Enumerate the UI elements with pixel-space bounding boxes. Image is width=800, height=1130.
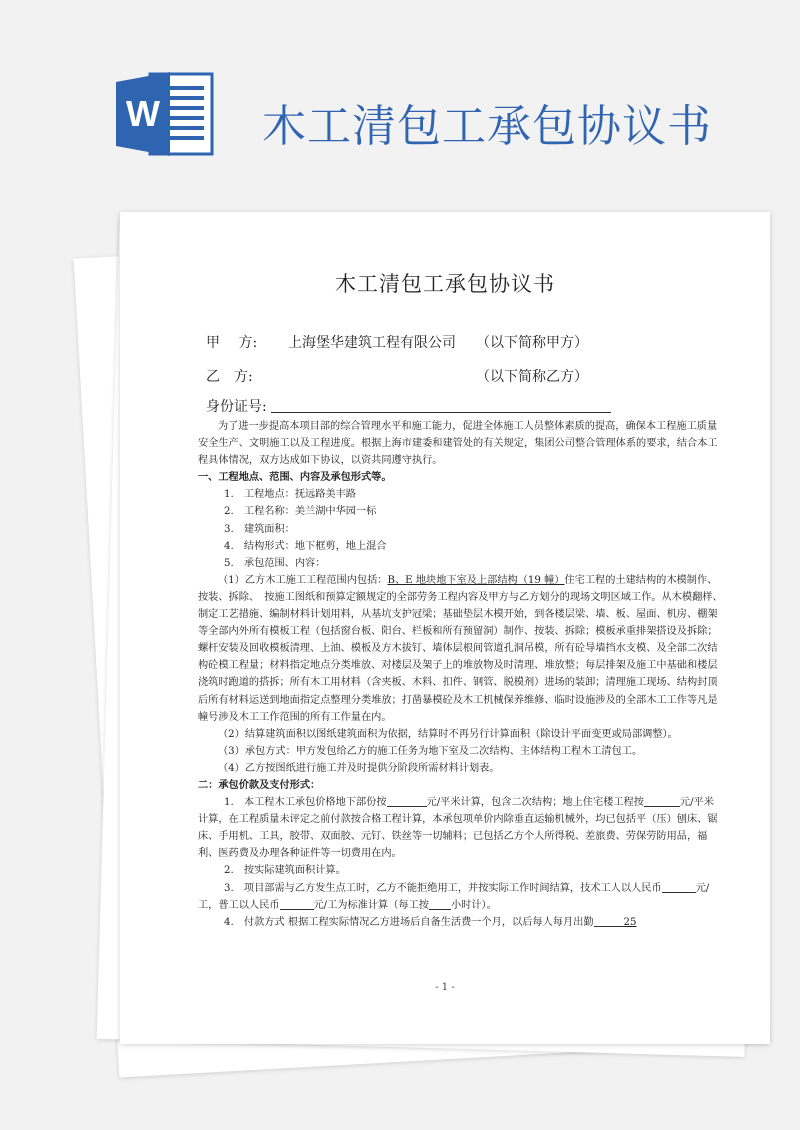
- labor-text: 元/工为标准计算（每工按: [313, 899, 429, 911]
- id-number-blank: [271, 412, 611, 413]
- list-item: 2. 按实际建筑面积计算。: [224, 865, 346, 877]
- word-icon-letter: W: [126, 93, 160, 134]
- labor-paragraph: [198, 880, 724, 914]
- banner-title: 木工清包工承包协议书: [262, 101, 712, 152]
- intro-paragraph: 为了进一步提高本项目部的综合管理水平和施工能力，促进全体施工人员整体素质的提高，确保本工程施工质量安全生产、文明施工以及工程进度。根据上海市建委和建管处的有关规定，集团公司整合管理体系的要求，结合本工程具体情况，双方达成如下协议，以资共同遵守执行。: [198, 421, 718, 467]
- scope-text: （1）乙方木工施工工程范围内包括：: [218, 574, 388, 586]
- labor-text: 3. 项目部需与乙方发生点工时，乙方不能拒绝用工，并按实际工作时间结算，技术工人以人民币: [224, 882, 662, 894]
- party-b-label: 乙 方:: [206, 369, 253, 385]
- list-item: 1. 工程地点：抚远路美丰路: [224, 489, 356, 501]
- payment-days: 25: [623, 916, 637, 928]
- word-document-icon: [112, 68, 218, 160]
- list-item: 4. 结构形式：地下框剪，地上混合: [224, 540, 387, 552]
- payment-paragraph: [198, 914, 724, 931]
- contract-mode-paragraph: （3）承包方式：甲方发包给乙方的施工任务为地下室及二次结构、主体结构工程木工清包工。: [218, 745, 643, 757]
- scope-text: 住宅工程的土建结构的木模制作、按装、拆除、 按施工图纸和预算定额规定的全部劳务工程内容及甲方与乙方划分的现场文明区域工作。从木模翻样、制定工艺措施、编制材料计划用料，从基坑支护冠梁；基础垫层木模开始，到各楼层梁、墙、板、屋面、机房、棚架等全部内外所有模板工程（包括窗台板、阳台、栏板和所有预留洞）制作、按装、拆除；模板承重排架搭设及拆除；螺杆安装及回收模板清理、上油、模板及方木拔钉、墙体层根间管道孔洞吊模，所有砼导墙挡水支模、及全部二次结构砼模工程量；材料指定地点分类堆放、对楼层及架子上的堆放物及时清理、堆放整；每层排架及施工中基础和楼层浇筑时跑道的搭拆；所有木工用材料（含夹板、木料、扣件、钢管、脱模剂）进场的装卸；清理施工现场、结构封顶后所有材料运送到地面指定点整理分类堆放；打凿暴模砼及木工机械保养维修、临时设施涉及的全部木工工作等凡是幢号涉及木工工作范围的所有工作量在内。: [198, 574, 723, 723]
- list-item: 5. 承包范围、内容：: [224, 557, 326, 569]
- document-page: [120, 212, 770, 1044]
- party-b-line: [206, 366, 588, 386]
- blank-field: [662, 881, 696, 893]
- id-number-line: [206, 396, 611, 416]
- price-text: 1. 本工程木工承包价格地下部份按: [224, 797, 387, 809]
- price-paragraph: [198, 794, 724, 862]
- section-2-heading: 二：承包价款及支付形式：: [198, 778, 321, 791]
- party-a-line: [206, 332, 588, 352]
- party-a-name: 上海堡华建筑工程有限公司: [288, 335, 456, 351]
- document-body: [198, 418, 724, 931]
- area-paragraph: （2）结算建筑面积以图纸建筑面积为依据，结算时不再另行计算面积（除设计平面变更或局部调整）。: [218, 728, 678, 740]
- blank-field: [594, 915, 624, 927]
- blank-field: [280, 898, 314, 910]
- document-title: 木工清包工承包协议书: [335, 272, 555, 296]
- list-item: 3. 建筑面积：: [224, 523, 295, 535]
- blank-field: [429, 898, 451, 910]
- id-number-label: 身份证号:: [206, 399, 267, 415]
- blank-field: [644, 795, 680, 807]
- scope-paragraph: [198, 572, 724, 726]
- labor-text: 元/工，普工以人民币: [198, 882, 710, 911]
- party-a-note: （以下简称甲方）: [476, 335, 588, 351]
- price-text: 元/平米计算，包含二次结构；地上住宅楼工程按: [426, 797, 644, 809]
- list-item: 2. 工程名称：美兰湖中华园一标: [224, 506, 377, 518]
- page-number: - 1 -: [435, 982, 455, 993]
- material-plan-paragraph: （4）乙方按图纸进行施工并及时提供分阶段所需材料计划表。: [218, 762, 500, 774]
- section-1-heading: 一、工程地点、范围、内容及承包形式等。: [198, 471, 392, 484]
- banner: [0, 0, 800, 200]
- labor-text: 小时计）。: [451, 899, 497, 911]
- party-a-label: 甲 方:: [206, 335, 258, 351]
- blank-field: [387, 795, 427, 807]
- scope-underlined: B、E 地块地下室及上部结构（19 幢）: [387, 574, 565, 586]
- price-text: 元/平米计算，在工程质量未评定之前付款按合格工程计算，本承包项单价内除垂直运输机械外，均已包括平（压）刨床、锯床、手用机、工具，胶带、双面胶、元钉、铁丝等一切辅料；已包括乙方个人所得税、差旅费、劳保劳防用品，福利、医药费及办理各种证件等一切费用在内。: [198, 797, 718, 860]
- party-b-note: （以下简称乙方）: [476, 369, 588, 385]
- payment-text: 4. 付款方式 根据工程实际情况乙方进场后自备生活费一个月，以后每人每月出勤: [224, 916, 594, 928]
